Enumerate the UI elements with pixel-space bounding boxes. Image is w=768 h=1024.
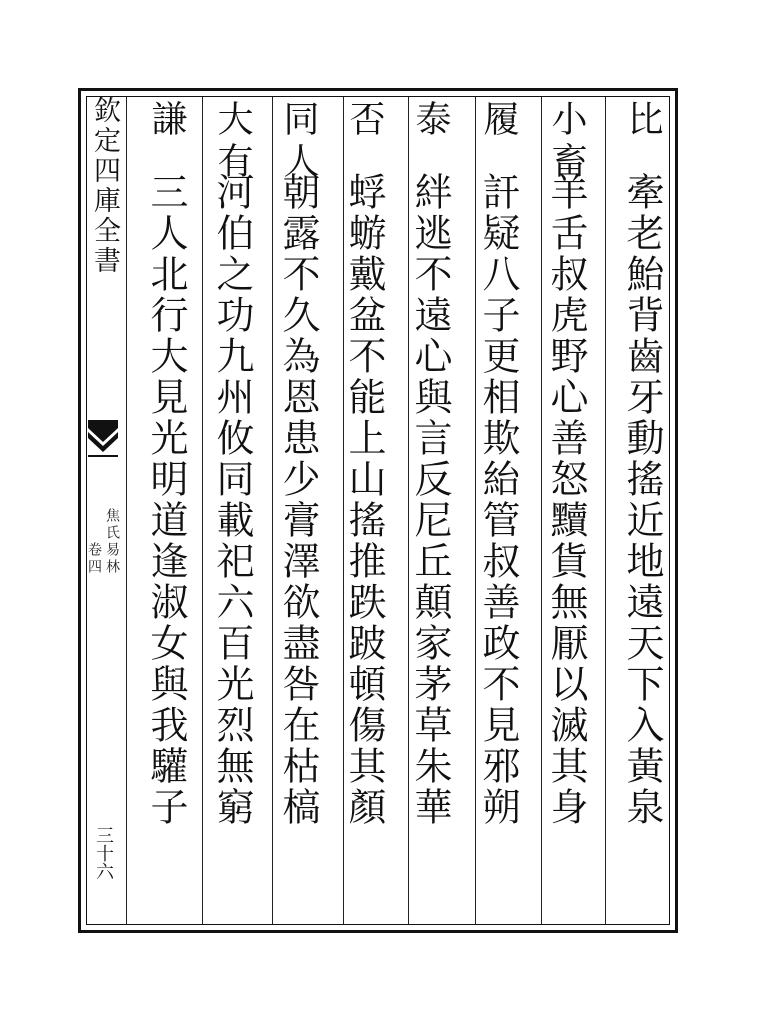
page-number: 三十六 <box>93 826 114 880</box>
hexagram-heading: 否 <box>344 100 385 142</box>
verse-text: 牽老鮐背齒牙動搖近地遠天下入黃泉 <box>620 172 664 828</box>
hexagram-heading: 同人 <box>278 100 319 184</box>
verse-text: 河伯之功九州攸同載祀六百光烈無窮 <box>210 172 254 828</box>
text-column-qian <box>136 100 196 920</box>
text-column-dayou <box>202 100 262 920</box>
verse-text: 羊舌叔虎野心善怒黷貨無厭以滅其身 <box>544 172 588 828</box>
text-column-bi <box>612 100 672 920</box>
book-title: 焦氏易林 <box>104 508 120 576</box>
hexagram-heading: 履 <box>478 100 519 142</box>
verse-text: 訐疑八子更相欺紿管叔善政不見邪朔 <box>476 172 520 828</box>
column-rule <box>126 97 127 924</box>
column-rule <box>605 97 606 924</box>
page-margin-column <box>82 96 126 932</box>
juan-label: 卷四 <box>86 542 102 576</box>
text-column-xiaochu <box>536 100 596 920</box>
verse-text: 朝露不久為恩患少膏澤欲盡咎在枯槁 <box>276 172 320 828</box>
hexagram-heading: 泰 <box>410 100 451 142</box>
hexagram-heading: 比 <box>622 100 663 142</box>
series-title: 欽定四庫全書 <box>89 96 120 276</box>
verse-text: 絆逃不遠心與言反尼丘顛家茅草朱華 <box>408 172 452 828</box>
text-column-pi <box>334 100 394 920</box>
hexagram-heading: 小畜 <box>546 100 587 184</box>
verse-text: 三人北行大見光明道逢淑女與我驩子 <box>144 172 188 828</box>
hexagram-heading: 大有 <box>212 100 253 184</box>
fish-tail-mark-icon <box>88 416 118 460</box>
text-column-tongren <box>268 100 328 920</box>
text-column-lu <box>468 100 528 920</box>
hexagram-heading: 謙 <box>146 100 187 142</box>
verse-text: 蜉蝣戴盆不能上山搖推跌跛頓傷其顏 <box>342 172 386 828</box>
text-column-tai <box>400 100 460 920</box>
